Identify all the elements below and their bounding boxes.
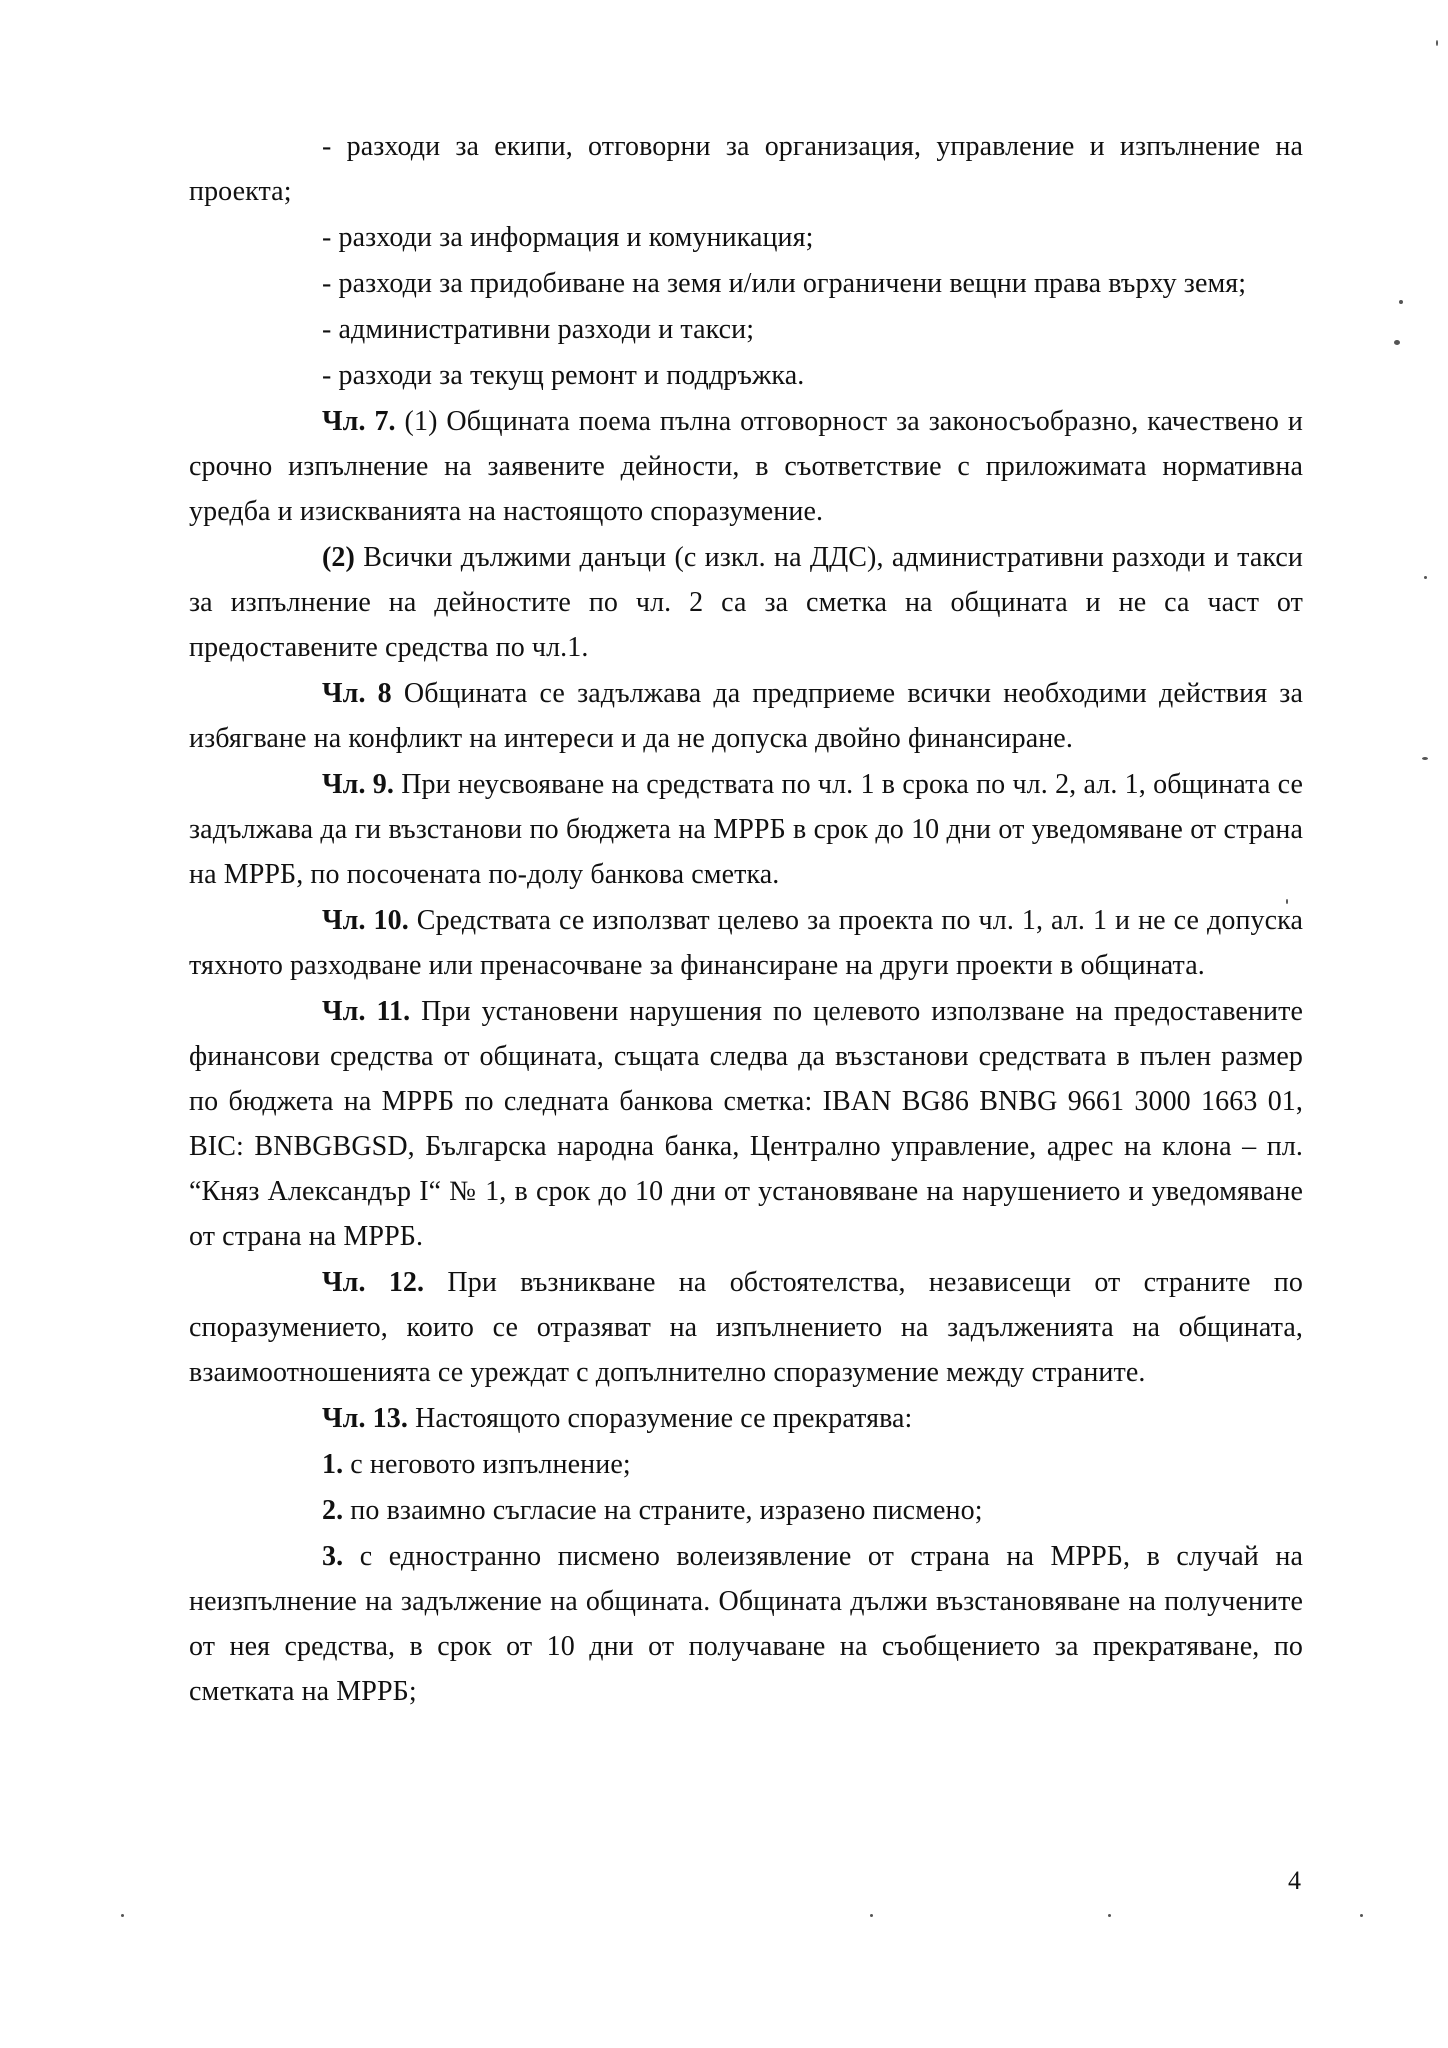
scan-speck (1424, 576, 1427, 579)
article-label: Чл. 9. (322, 769, 394, 800)
article-13 (189, 1396, 1303, 1441)
scan-speck (1422, 757, 1428, 760)
item-text: по взаимно съгласие на страните, изразено писмено; (343, 1495, 983, 1526)
article-9 (189, 762, 1303, 897)
page-number: 4 (1288, 1866, 1301, 1895)
paragraph-expense-teams (189, 124, 1303, 214)
article-13-item-2 (189, 1488, 1303, 1533)
scan-speck (1394, 340, 1400, 345)
item-number: 2. (322, 1495, 344, 1526)
article-label: Чл. 11. (322, 996, 411, 1027)
article-text: При установени нарушения по целевото използване на предоставените финансови средства от общината, същата следва да възстанови средствата в пълен размер по бюджета на МРРБ по следната банкова сметка: IBAN BG86 BNBG 9661 3000 1663 01, BIC: BNBGBGSD, Българска народна банка, Централно управление, адрес на клона – пл. “Княз Александър I“ № 1, в срок до 10 дни от установяване на нарушението и уведомяване от страна на МРРБ. (189, 996, 1303, 1252)
paragraph-expense-administrative (189, 307, 1303, 352)
paragraph-expense-information (189, 215, 1303, 260)
scan-speck (1399, 300, 1403, 304)
scan-speck (121, 1914, 124, 1917)
scan-speck (1360, 1914, 1363, 1917)
article-text: При възникване на обстоятелства, независещи от страните по споразумението, които се отразяват на изпълнението на задълженията на общината, взаимоотношенията се уреждат с допълнително споразумение между страните. (189, 1267, 1303, 1388)
article-text: (1) Общината поема пълна отговорност за законосъобразно, качествено и срочно изпълнение на заявените дейности, в съответствие с приложимата нормативна уредба и изискванията на настоящото споразумение. (189, 406, 1304, 527)
article-8 (189, 671, 1303, 761)
article-text: Общината се задължава да предприеме всички необходими действия за избягване на конфликт на интереси и да не допуска двойно финансиране. (189, 678, 1303, 754)
item-text: с едностранно писмено волеизявление от страна на МРРБ, в случай на неизпълнение на задължение на общината. Общината дължи възстановяване на получените от нея средства, в срок от 10 дни от получаване на съобщението за прекратяване, по сметката на МРРБ; (189, 1541, 1303, 1707)
scan-speck (1108, 1914, 1111, 1917)
article-7-para-2 (189, 535, 1303, 670)
article-label: (2) (322, 542, 355, 573)
article-label: Чл. 13. (322, 1403, 408, 1434)
paragraph-text: - разходи за текущ ремонт и поддръжка. (322, 360, 805, 391)
paragraph-expense-repair (189, 353, 1303, 398)
paragraph-expense-land (189, 261, 1303, 306)
article-13-item-3 (189, 1534, 1303, 1714)
article-label: Чл. 12. (322, 1267, 425, 1298)
article-13-item-1 (189, 1442, 1303, 1487)
paragraph-text: - разходи за придобиване на земя и/или ограничени вещни права върху земя; (322, 268, 1247, 299)
item-number: 3. (322, 1541, 344, 1572)
article-10 (189, 898, 1303, 988)
paragraph-text: - административни разходи и такси; (322, 314, 755, 345)
article-text: При неусвояване на средствата по чл. 1 в срока по чл. 2, ал. 1, общината се задължава да ги възстанови по бюджета на МРРБ в срок до 10 дни от уведомяване от страна на МРРБ, по посочената по-долу банкова сметка. (189, 769, 1303, 890)
article-text: Всички дължими данъци (с изкл. на ДДС), административни разходи и такси за изпълнение на дейностите по чл. 2 са за сметка на общината и не са част от предоставените средства по чл.1. (189, 542, 1303, 663)
article-11 (189, 989, 1303, 1259)
paragraph-text: - разходи за екипи, отговорни за организация, управление и изпълнение на проекта; (189, 131, 1303, 207)
article-label: Чл. 10. (322, 905, 409, 936)
article-text: Средствата се използват целево за проекта по чл. 1, ал. 1 и не се допуска тяхното разходване или пренасочване за финансиране на други проекти в общината. (189, 905, 1303, 981)
article-text: Настоящото споразумение се прекратява: (407, 1403, 913, 1434)
scan-speck (1436, 40, 1438, 46)
article-7-para-1 (189, 399, 1303, 534)
item-text: с неговото изпълнение; (343, 1449, 631, 1480)
scan-speck (870, 1914, 873, 1917)
paragraph-text: - разходи за информация и комуникация; (322, 222, 814, 253)
scan-speck (1286, 899, 1288, 904)
article-12 (189, 1260, 1303, 1395)
document-body (189, 124, 1303, 1715)
article-label: Чл. 8 (322, 678, 392, 709)
item-number: 1. (322, 1449, 344, 1480)
article-label: Чл. 7. (322, 406, 396, 437)
